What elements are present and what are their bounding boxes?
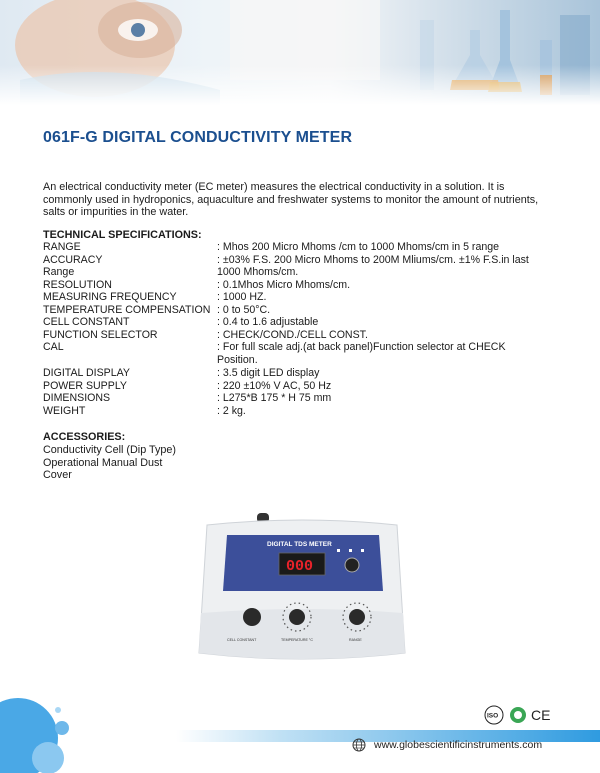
spec-value: : 2 kg. (217, 404, 246, 417)
spec-value: : 3.5 digit LED display (217, 367, 320, 379)
spec-value: : 0.1Mhos Micro Mhoms/cm. (217, 278, 351, 291)
spec-value: 1000 Mhoms/cm. (217, 266, 299, 278)
device-label-cell-constant: CELL CONSTANT (227, 638, 257, 642)
spec-value: : 0.4 to 1.6 adjustable (217, 316, 319, 328)
spec-label: DIGITAL DISPLAY (43, 367, 130, 379)
product-image (197, 513, 407, 665)
accessory-item: Conductivity Cell (Dip Type) (43, 444, 177, 456)
range-knob (349, 609, 365, 625)
spec-label: FUNCTION SELECTOR (43, 328, 158, 341)
spec-value: : L275*B 175 * H 75 mm (217, 392, 332, 404)
decorative-circles (0, 680, 90, 773)
device-led-display: 000 (286, 558, 314, 575)
spec-label: Range (43, 266, 75, 278)
website-url[interactable]: www.globescientificinstruments.com (374, 739, 543, 751)
function-knob (345, 558, 359, 572)
ce-mark: CE (531, 707, 551, 723)
spec-value: : 0 to 50°C. (217, 303, 271, 316)
temperature-knob (289, 609, 305, 625)
spec-label: WEIGHT (43, 404, 86, 417)
spec-label: MEASURING FREQUENCY (43, 291, 177, 303)
iso-mark: ISO (487, 712, 499, 720)
accessory-item: Cover (43, 469, 72, 481)
spec-label: ACCURACY (43, 253, 103, 266)
certification-marks (484, 703, 554, 727)
cell-constant-knob (243, 608, 261, 626)
spec-value: : For full scale adj.(at back panel)Function selector at CHECK Position. (217, 341, 506, 366)
spec-label: RANGE (43, 241, 81, 253)
page-title: 061F-G DIGITAL CONDUCTIVITY METER (43, 129, 353, 146)
spec-value: : 220 ±10% V AC, 50 Hz (217, 379, 332, 392)
spec-value: : 1000 HZ. (217, 291, 267, 303)
spec-value: : ±03% F.S. 200 Micro Mhoms to 200M Mliums/cm. ±1% F.S.in last (217, 253, 529, 266)
device-label-range: RANGE (349, 638, 362, 642)
spec-label: CELL CONSTANT (43, 316, 130, 328)
header-banner (0, 0, 600, 105)
spec-value: : CHECK/COND./CELL CONST. (217, 328, 368, 341)
spec-value: : Mhos 200 Micro Mhoms /cm to 1000 Mhoms/cm in 5 range (217, 241, 500, 253)
spec-label: RESOLUTION (43, 278, 112, 291)
spec-label: DIMENSIONS (43, 392, 111, 404)
device-panel-title: DIGITAL TDS METER (267, 541, 332, 548)
specs-heading: TECHNICAL SPECIFICATIONS: (43, 229, 202, 241)
accessories-heading: ACCESSORIES: (43, 431, 126, 443)
device-label-temperature: TEMPERATURE °C (281, 638, 313, 642)
globe-icon (352, 738, 366, 752)
intro-paragraph: An electrical conductivity meter (EC meter) measures the electrical conductivity in a solution. It is commonly used in hydroponics, aquaculture and freshwater systems to monitor the amount of nutrients, salts or impurities in the water. (43, 181, 539, 219)
spec-label: POWER SUPPLY (43, 379, 127, 392)
accessory-item: Operational Manual Dust (43, 456, 163, 469)
spec-label: TEMPERATURE COMPENSATION (43, 303, 211, 316)
spec-label: CAL (43, 341, 64, 353)
